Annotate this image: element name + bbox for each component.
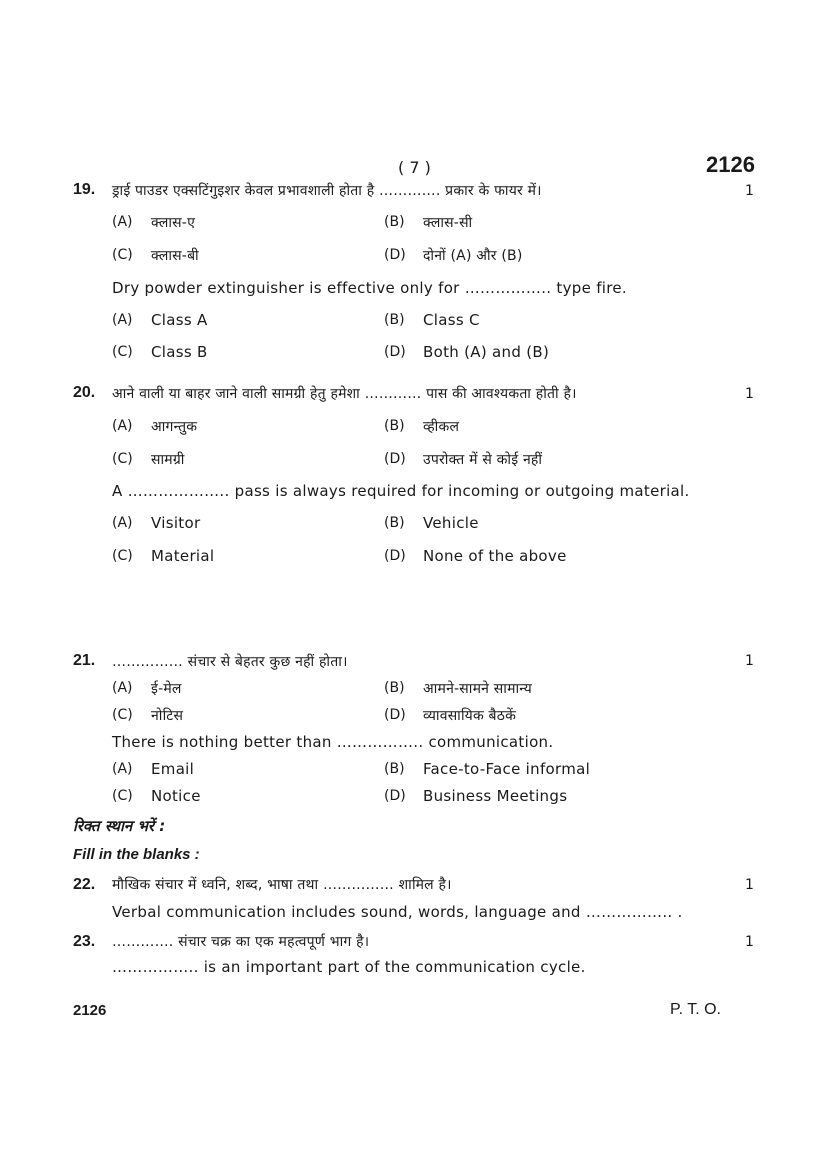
option-label: (D) [384, 788, 406, 804]
option-label: (B) [384, 214, 405, 230]
option-text-english: Class B [151, 343, 208, 361]
question-text-hindi: …………… संचार से बेहतर कुछ नहीं होता। [112, 654, 348, 670]
option-label: (A) [112, 418, 133, 434]
question-number: 19. [73, 181, 96, 198]
option-text-hindi: नोटिस [151, 708, 184, 724]
option-text-hindi: आमने-सामने सामान्य [423, 681, 532, 697]
option-text-english: Vehicle [423, 514, 479, 532]
option-text-hindi: व्यावसायिक बैठकें [423, 708, 517, 724]
option-label: (A) [112, 214, 133, 230]
option-label: (A) [112, 680, 133, 696]
paper-code-footer: 2126 [73, 1002, 107, 1019]
option-label: (C) [112, 548, 133, 564]
option-text-hindi: ई-मेल [151, 681, 182, 697]
option-label: (B) [384, 761, 405, 777]
option-label: (B) [384, 680, 405, 696]
question-text-hindi: ड्राई पाउडर एक्सटिंगुइशर केवल प्रभावशाली होता है …………. प्रकार के फायर में। [112, 183, 542, 199]
option-label: (D) [384, 707, 406, 723]
question-text-english: A ……………….. pass is always required for incoming or outgoing material. [112, 482, 690, 500]
question-text-hindi: …………. संचार चक्र का एक महत्वपूर्ण भाग है। [112, 934, 370, 950]
option-text-english: Business Meetings [423, 787, 568, 805]
question-text-english: …………….. is an important part of the communication cycle. [112, 958, 586, 976]
question-number: 22. [73, 876, 96, 893]
question-number: 20. [73, 384, 96, 401]
paper-code-header: 2126 [706, 152, 755, 177]
option-label: (D) [384, 247, 406, 263]
please-turn-over: P. T. O. [670, 1001, 721, 1018]
option-label: (B) [384, 515, 405, 531]
question-text-hindi: आने वाली या बाहर जाने वाली सामग्री हेतु हमेशा ………… पास की आवश्यकता होती है। [112, 386, 577, 402]
option-label: (D) [384, 451, 406, 467]
option-label: (C) [112, 344, 133, 360]
option-text-english: Class C [423, 311, 480, 329]
option-text-hindi: सामग्री [151, 452, 185, 468]
question-marks: 1 [745, 653, 754, 669]
option-label: (A) [112, 761, 133, 777]
option-text-hindi: व्हीकल [423, 419, 460, 435]
option-label: (A) [112, 312, 133, 328]
option-text-hindi: दोनों (A) और (B) [423, 248, 523, 264]
option-text-english: Visitor [151, 514, 201, 532]
section-title-hindi: रिक्त स्थान भरें : [73, 817, 166, 835]
option-text-hindi: क्लास-ए [151, 215, 196, 231]
question-text-english: There is nothing better than …………….. communication. [112, 733, 554, 751]
option-label: (C) [112, 788, 133, 804]
option-text-english: Class A [151, 311, 208, 329]
question-marks: 1 [745, 183, 754, 199]
section-title-english: Fill in the blanks : [73, 846, 200, 863]
page-number: ( 7 ) [398, 158, 431, 177]
option-text-english: Face-to-Face informal [423, 760, 591, 778]
option-label: (D) [384, 344, 406, 360]
option-text-hindi: आगन्तुक [151, 419, 198, 435]
option-text-english: Email [151, 760, 195, 778]
question-text-english: Verbal communication includes sound, words, language and …………….. . [112, 903, 683, 921]
question-text-english: Dry powder extinguisher is effective only for …………….. type fire. [112, 279, 627, 297]
option-label: (B) [384, 418, 405, 434]
question-marks: 1 [745, 934, 754, 950]
option-text-english: Material [151, 547, 215, 565]
option-label: (D) [384, 548, 406, 564]
option-text-english: Notice [151, 787, 201, 805]
option-text-english: None of the above [423, 547, 567, 565]
option-label: (C) [112, 451, 133, 467]
option-text-english: Both (A) and (B) [423, 343, 550, 361]
option-label: (A) [112, 515, 133, 531]
option-text-hindi: क्लास-बी [151, 248, 199, 264]
question-marks: 1 [745, 386, 754, 402]
option-label: (C) [112, 707, 133, 723]
question-number: 21. [73, 652, 96, 669]
option-label: (B) [384, 312, 405, 328]
question-marks: 1 [745, 877, 754, 893]
option-label: (C) [112, 247, 133, 263]
question-number: 23. [73, 933, 96, 950]
option-text-hindi: उपरोक्त में से कोई नहीं [423, 452, 543, 468]
question-text-hindi: मौखिक संचार में ध्वनि, शब्द, भाषा तथा …………… शामिल है। [112, 877, 452, 893]
option-text-hindi: क्लास-सी [423, 215, 473, 231]
